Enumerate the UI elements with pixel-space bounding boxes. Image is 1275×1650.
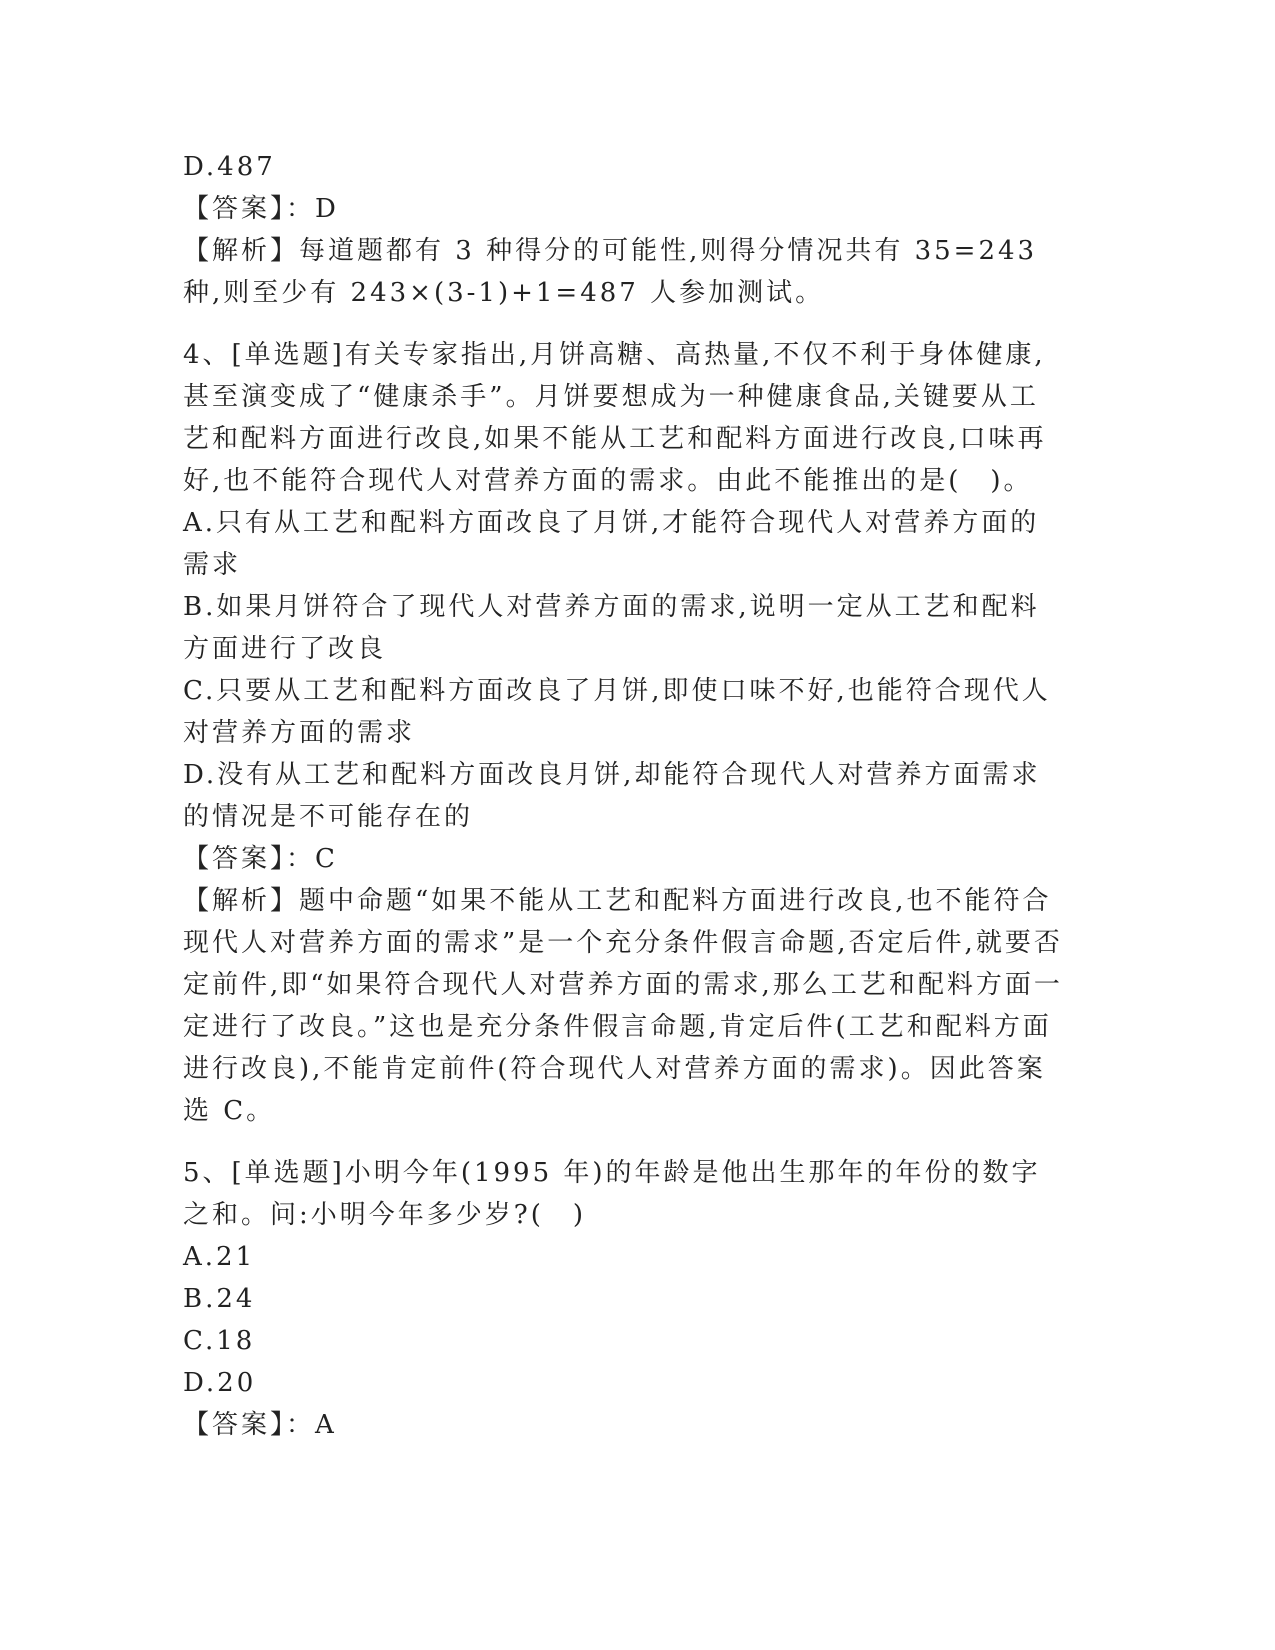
- option-a: A.只有从工艺和配料方面改良了月饼,才能符合现代人对营养方面的需求: [183, 508, 1040, 580]
- question-stem: 4、[单选题]有关专家指出,月饼高糖、高热量,不仅不利于身体健康,甚至演变成了“健康杀手”。月饼要想成为一种健康食品,关键要从工艺和配料方面进行改良,如果不能从工艺和配料方面进行改良,口味再好,也不能符合现代人对营养方面的需求。由此不能推出的是( )。: [183, 340, 1047, 496]
- answer-label: 【答案】：C: [183, 844, 338, 874]
- answer-label: 【答案】：D: [183, 194, 339, 224]
- spacer: [183, 314, 1063, 334]
- option-c: C.18: [183, 1326, 256, 1356]
- option-c: C.只要从工艺和配料方面改良了月饼,即使口味不好,也能符合现代人对营养方面的需求: [183, 676, 1051, 748]
- option-d: D.487: [183, 152, 276, 182]
- option-a: A.21: [183, 1242, 256, 1272]
- document-content: [183, 146, 1063, 1446]
- analysis-text: 【解析】题中命题“如果不能从工艺和配料方面进行改良,也不能符合现代人对营养方面的需求”是一个充分条件假言命题,否定后件,就要否定前件,即“如果符合现代人对营养方面的需求,那么工艺和配料方面一定进行了改良。”这也是充分条件假言命题,肯定后件(工艺和配料方面进行改良),不能肯定前件(符合现代人对营养方面的需求)。因此答案选 C。: [183, 886, 1063, 1126]
- option-d: D.20: [183, 1368, 257, 1398]
- question-stem: 5、[单选题]小明今年(1995 年)的年龄是他出生那年的年份的数字之和。问:小明今年多少岁?( ): [183, 1158, 1041, 1230]
- option-b: B.如果月饼符合了现代人对营养方面的需求,说明一定从工艺和配料方面进行了改良: [183, 592, 1040, 664]
- spacer: [183, 1132, 1063, 1152]
- option-b: B.24: [183, 1284, 256, 1314]
- option-d: D.没有从工艺和配料方面改良月饼,却能符合现代人对营养方面需求的情况是不可能存在的: [183, 760, 1041, 832]
- answer-label: 【答案】：A: [183, 1410, 337, 1440]
- analysis-text: 【解析】每道题都有 3 种得分的可能性,则得分情况共有 35=243 种,则至少有 243×(3-1)+1=487 人参加测试。: [183, 236, 1049, 308]
